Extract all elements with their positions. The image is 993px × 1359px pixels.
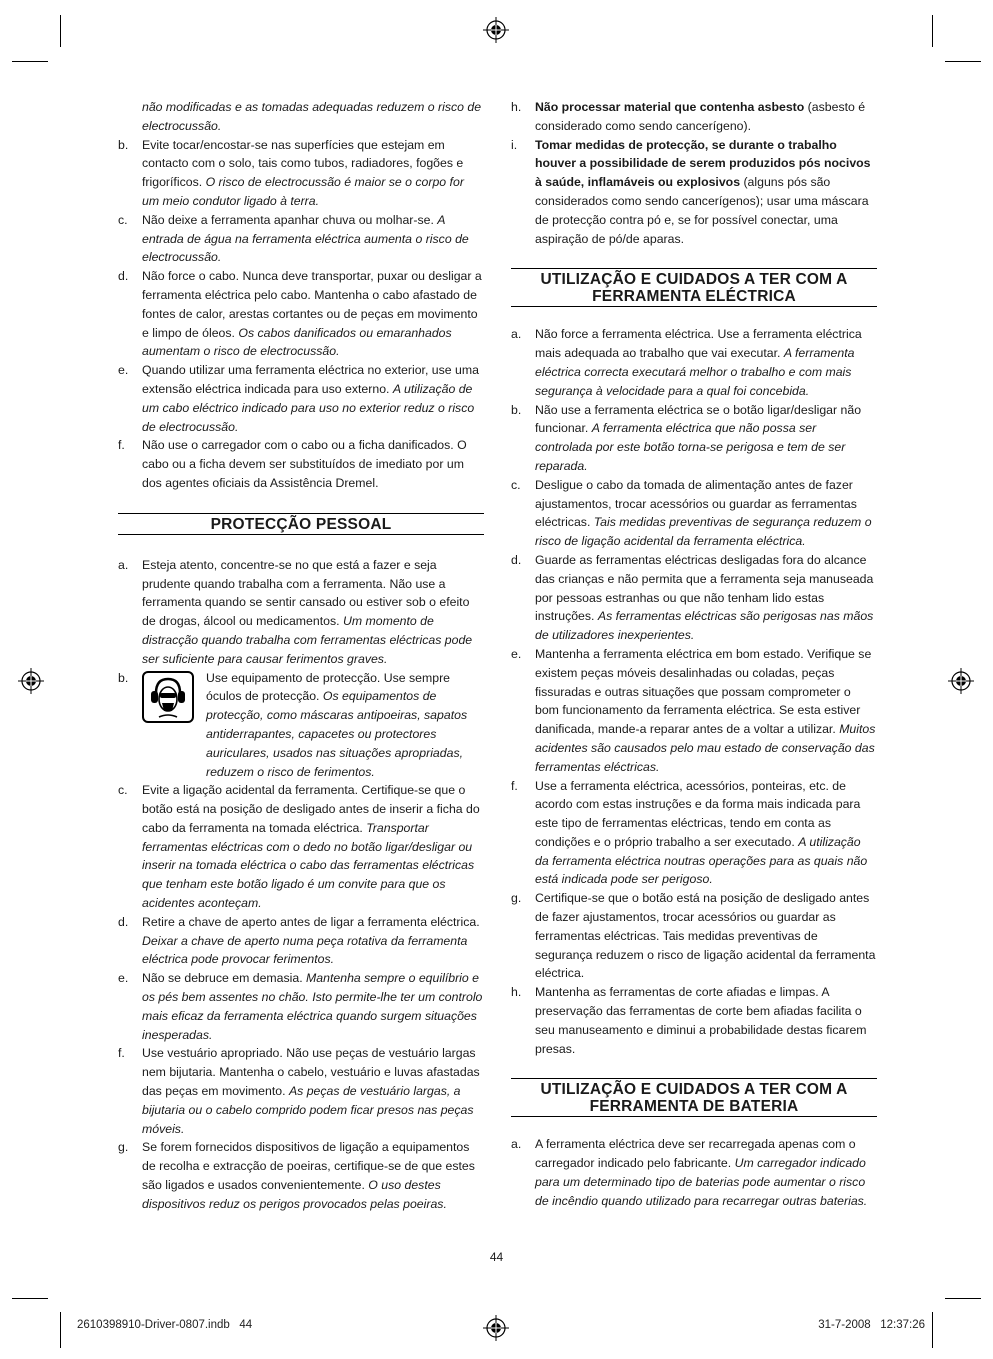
crop-mark <box>60 15 61 47</box>
list-item <box>511 325 877 400</box>
crop-mark <box>60 1312 61 1348</box>
left-column <box>118 98 484 1214</box>
item-italic: Mantenha sempre o equilíbrio e os pés bem assentes no chão. Isto permite-lhe ter um controlo mais eficaz da ferramenta eléctrica quando surgem situações inesperadas. <box>142 971 483 1042</box>
item-italic: A utilização de um cabo eléctrico indicado para uso no exterior reduz o risco de electrocussão. <box>142 381 475 434</box>
item-text: Se forem fornecidos dispositivos de ligação a equipamentos de recolha e extracção de poeiras, certifique-se de que estes são ligados e usados convenientemente. <box>142 1140 475 1193</box>
item-marker: d. <box>118 914 129 929</box>
item-marker: c. <box>118 212 128 227</box>
list-item <box>511 889 877 983</box>
item-text: Não force a ferramenta eléctrica. Use a ferramenta eléctrica mais adequada ao trabalho que vai executar. <box>535 327 862 361</box>
right-column <box>511 98 877 1211</box>
item-text: Retire a chave de aperto antes de ligar a ferramenta eléctrica. <box>142 914 480 929</box>
section-heading <box>511 268 877 307</box>
item-text: Mantenha a ferramenta eléctrica em bom estado. Verifique se existem peças móveis desalinhadas ou coladas, peças fissuradas e outras situações que possam comprometer o bom funcionamento da ferramenta eléctrica. Se esta estiver danificada, mande-a reparar antes de a voltar a utilizar. <box>535 646 872 737</box>
item-italic: Tais medidas preventivas de segurança reduzem o risco de ligação acidental da ferramenta eléctrica. <box>535 515 872 549</box>
item-marker: f. <box>511 778 518 793</box>
item-italic: Os equipamentos de protecção, como máscaras antipoeiras, sapatos antiderrapantes, capacetes ou protectores auriculares, usados nas situações apropriadas, reduzem o risco de ferimentos. <box>206 689 468 779</box>
heading-line: FERRAMENTA ELÉCTRICA <box>592 288 796 306</box>
item-text: (alguns pós são considerados como sendo cancerígenos); usar uma máscara de protecção contra pó e, se for possível conectar, uma aspiração de pó/de aparas. <box>535 175 869 246</box>
list-item <box>511 136 877 249</box>
registration-mark-icon <box>948 668 974 694</box>
item-text: Não use a ferramenta eléctrica se o botão ligar/desligar não funcionar. <box>535 402 862 436</box>
footer-file: 2610398910-Driver-0807.indb 44 <box>77 1319 253 1331</box>
list-item <box>118 556 484 669</box>
item-text: Certifique-se que o botão está na posição de desligado antes de fazer ajustamentos, trocar acessórios ou guardar as ferramentas eléctricas. Tais medidas preventivas de segurança reduzem o risco de ligação acidental da ferramenta eléctrica. <box>535 891 876 981</box>
item-marker: b. <box>118 670 129 685</box>
registration-mark-icon <box>18 668 44 694</box>
registration-mark-icon <box>483 17 509 43</box>
list-item <box>511 645 877 777</box>
crop-mark <box>12 1298 48 1299</box>
page-number: 44 <box>489 1250 504 1264</box>
item-marker: e. <box>118 971 129 986</box>
list-item <box>511 983 877 1058</box>
item-italic: O risco de electrocussão é maior se o corpo for um meio condutor ligado à terra. <box>142 175 464 208</box>
item-italic: O uso destes dispositivos reduz os perigos provocados pelas poeiras. <box>142 1178 447 1211</box>
item-italic: As peças de vestuário largas, a bijutaria ou o cabelo comprido podem ficar presos nas peças móveis. <box>142 1084 474 1136</box>
protective-equipment-icon <box>142 671 194 723</box>
item-marker: b. <box>118 137 129 152</box>
list-item <box>118 361 484 436</box>
list-item <box>511 401 877 476</box>
list-item <box>511 1135 877 1210</box>
item-text: (asbesto é considerado como sendo cancerígeno). <box>535 100 866 133</box>
item-marker: a. <box>511 327 522 342</box>
item-text: Não use o carregador com o cabo ou a ficha danificados. O cabo ou a ficha devem ser substituídos de imediato por um dos agentes oficiais da Assistência Dremel. <box>142 438 467 490</box>
item-marker: g. <box>118 1140 129 1155</box>
list-item <box>118 136 484 211</box>
list-item <box>118 267 484 361</box>
item-italic: A ferramenta eléctrica que não possa ser controlada por este botão torna-se perigosa e tem de ser reparada. <box>535 421 846 473</box>
item-marker: i. <box>511 137 518 152</box>
list-item <box>118 1138 484 1213</box>
list-item <box>118 969 484 1044</box>
item-text: Use equipamento de protecção. Use sempre óculos de protecção. <box>206 670 451 704</box>
item-text: Mantenha as ferramentas de corte afiadas e limpas. A preservação das ferramentas de corte bem afiadas facilita o seu manuseamento e diminui a probabilidade destas ficarem presas. <box>535 985 867 1056</box>
crop-mark <box>945 1298 981 1299</box>
list-item <box>118 669 484 782</box>
item-marker: f. <box>118 1046 125 1061</box>
item-marker: c. <box>511 477 521 492</box>
item-marker: e. <box>511 646 522 661</box>
item-marker: d. <box>118 269 129 284</box>
item-italic: As ferramentas eléctricas são perigosas nas mãos de utilizadores inexperientes. <box>535 609 874 643</box>
registration-mark-icon <box>483 1315 509 1341</box>
item-italic: A ferramenta eléctrica correcta executará melhor o trabalho e com mais segurança à velocidade para a qual foi concebida. <box>535 346 855 398</box>
item-marker: h. <box>511 985 522 1000</box>
list-item <box>118 913 484 969</box>
list-item <box>511 551 877 645</box>
item-marker: h. <box>511 100 522 114</box>
item-bold: Não processar material que contenha asbesto <box>535 100 805 114</box>
item-marker: a. <box>118 557 129 572</box>
item-italic: Muitos acidentes são causados pelo mau estado de conservação das ferramentas eléctricas. <box>535 722 876 774</box>
section-heading <box>511 1078 877 1117</box>
item-text: Use a ferramenta eléctrica, acessórios, ponteiras, etc. de acordo com estas instruções e da forma mais indicada para este tipo de ferramentas eléctricas, tendo em conta as condições e o próprio trabalho a ser executado. <box>535 778 861 849</box>
footer-datetime: 31-7-2008 12:37:26 <box>818 1319 925 1331</box>
crop-mark <box>932 1312 933 1348</box>
list-item <box>118 781 484 913</box>
item-text: Guarde as ferramentas eléctricas desligadas fora do alcance das crianças e não permita que a ferramenta seja manuseada por pessoas estranhas ou que não tenham lido estas instruções. <box>535 552 874 624</box>
list-item <box>118 98 484 136</box>
item-text: Não force o cabo. Nunca deve transportar, puxar ou desligar a ferramenta eléctrica pelo cabo. Mantenha o cabo afastado de fontes de calor, arestas cortantes ou de peças em movimento e limpo de óleos. <box>142 269 482 340</box>
item-text: Esteja atento, concentre-se no que está a fazer e seja prudente quando trabalha com a ferramenta. Não use a ferramenta quando se sentir cansado ou estiver sob o efeito de drogas, álcool ou medicamentos. <box>142 557 470 629</box>
item-italic: Um momento de distracção quando trabalha com ferramentas eléctricas pode ser suficiente para causar ferimentos graves. <box>142 614 473 666</box>
section-heading: PROTECÇÃO PESSOAL <box>118 513 484 535</box>
item-italic: Um carregador indicado para um determinado tipo de baterias pode aumentar o risco de incêndio quando utilizado para recarregar outras baterias. <box>535 1156 868 1208</box>
item-marker: f. <box>118 438 125 453</box>
item-text: Evite a ligação acidental da ferramenta. Certifique-se que o botão está na posição de desligado antes de inserir a ficha do cabo da ferramenta na tomada eléctrica. <box>142 783 480 835</box>
item-italic: Os cabos danificados ou emaranhados aumentam o risco de electrocussão. <box>142 325 452 359</box>
item-italic: Transportar ferramentas eléctricas com o dedo no botão ligar/desligar ou inserir na tomada eléctrica o cabo das ferramentas eléctricas que tenham este botão ligado é um convite para que os acidentes aconteçam. <box>142 820 475 911</box>
item-marker: e. <box>118 363 129 378</box>
crop-mark <box>12 61 48 62</box>
item-italic: A utilização da ferramenta eléctrica noutras operações para as quais não está indicada pode ser perigoso. <box>535 834 868 887</box>
item-marker: g. <box>511 891 522 906</box>
item-text: Quando utilizar uma ferramenta eléctrica no exterior, use uma extensão eléctrica indicada para uso externo. <box>142 363 479 396</box>
item-text: Não deixe a ferramenta apanhar chuva ou molhar-se. <box>142 212 438 227</box>
item-italic: A entrada de água na ferramenta eléctrica aumenta o risco de electrocussão. <box>142 212 469 265</box>
crop-mark <box>932 15 933 47</box>
list-item <box>511 777 877 890</box>
heading-line: UTILIZAÇÃO E CUIDADOS A TER COM A <box>540 1081 848 1099</box>
item-text: Use vestuário apropriado. Não use peças de vestuário largas nem bijutaria. Mantenha o cabelo, vestuário e luvas afastadas das peças em movimento. <box>142 1046 480 1099</box>
list-item <box>118 1044 484 1138</box>
item-bold: Tomar medidas de protecção, se durante o trabalho houver a possibilidade de serem produzidos pós nocivos à saúde, inflamáveis ou explosivos <box>535 137 871 190</box>
item-text: A ferramenta eléctrica deve ser recarregada apenas com o carregador indicado pelo fabricante. <box>535 1137 856 1171</box>
heading-line: FERRAMENTA DE BATERIA <box>589 1098 799 1116</box>
item-italic: não modificadas e as tomadas adequadas reduzem o risco de electrocussão. <box>142 100 482 133</box>
list-item <box>118 211 484 267</box>
item-marker: d. <box>511 552 522 567</box>
heading-line: UTILIZAÇÃO E CUIDADOS A TER COM A <box>540 271 848 289</box>
list-item <box>511 476 877 551</box>
item-marker: c. <box>118 783 128 798</box>
item-italic: Deixar a chave de aperto numa peça rotativa da ferramenta eléctrica pode provocar ferimentos. <box>142 933 468 967</box>
item-marker: a. <box>511 1137 522 1152</box>
list-item <box>511 98 877 136</box>
list-item <box>118 436 484 492</box>
item-text: Evite tocar/encostar-se nas superfícies que estejam em contacto com o solo, tais como tubos, radiadores, fogões e frigoríficos. <box>142 137 464 190</box>
item-text: Não se debruce em demasia. <box>142 971 307 986</box>
item-text: Desligue o cabo da tomada de alimentação antes de fazer ajustamentos, trocar acessórios ou guardar as ferramentas eléctricas. <box>535 477 857 530</box>
crop-mark <box>945 61 981 62</box>
item-marker: b. <box>511 402 522 417</box>
